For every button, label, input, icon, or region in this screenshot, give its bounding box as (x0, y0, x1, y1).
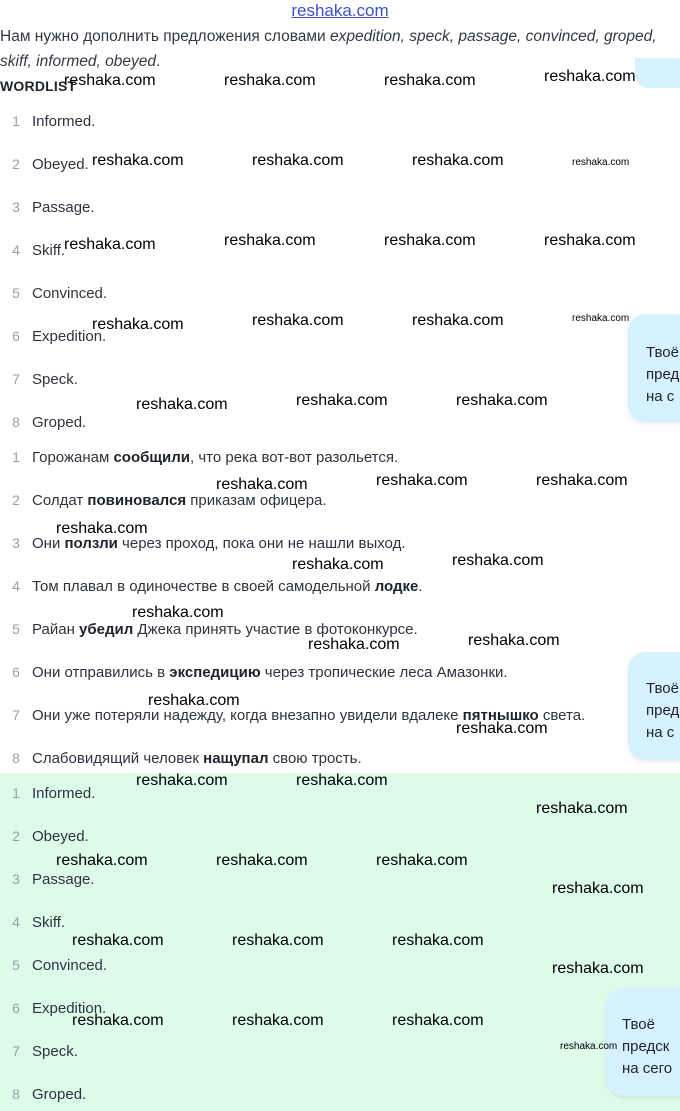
watermark: reshaka.com (392, 1012, 484, 1029)
watermark: reshaka.com (136, 396, 228, 413)
watermark: reshaka.com (296, 772, 388, 789)
item-number: 5 (12, 957, 20, 973)
item-text: Groped. (32, 414, 87, 431)
item-number: 3 (12, 871, 20, 887)
watermark: reshaka.com (252, 152, 344, 169)
item-number: 7 (12, 1043, 20, 1059)
sentence-part: . (418, 578, 423, 595)
sentence-text (32, 578, 423, 595)
popup-line: пред (646, 366, 680, 383)
item-number: 2 (12, 156, 20, 172)
intro-words: expedition, speck, passage, convinced, groped, skiff, informed, obeyed (0, 28, 657, 70)
sentence-part: свою трость. (268, 750, 362, 767)
item-text: Groped. (32, 1086, 87, 1103)
sentence-part: Они (32, 535, 65, 552)
promo-popup[interactable] (628, 314, 680, 422)
watermark: reshaka.com (376, 472, 468, 489)
watermark: reshaka.com (148, 692, 240, 709)
item-number: 4 (12, 578, 20, 594)
watermark: reshaka.com (552, 960, 644, 977)
watermark: reshaka.com (64, 72, 156, 89)
item-number: 1 (12, 113, 20, 129)
watermark: reshaka.com (252, 312, 344, 329)
watermark: reshaka.com (536, 800, 628, 817)
sentence-text (32, 492, 327, 509)
item-number: 7 (12, 371, 20, 387)
watermark: reshaka.com (392, 932, 484, 949)
item-number: 1 (12, 785, 20, 801)
watermark: reshaka.com (544, 232, 636, 249)
popup-line: предск (622, 1038, 670, 1055)
intro-end: . (155, 53, 161, 70)
watermark: reshaka.com (136, 772, 228, 789)
item-text: Expedition. (32, 328, 107, 345)
watermark: reshaka.com (56, 520, 148, 537)
sentence-keyword: повиновался (87, 492, 187, 509)
sentence-part: Джека принять участие в фотоконкурсе. (133, 621, 418, 638)
watermark: reshaka.com (72, 932, 164, 949)
watermark: reshaka.com (456, 392, 548, 409)
watermark: reshaka.com (224, 232, 316, 249)
item-text: Passage. (32, 871, 95, 888)
popup-edge (635, 58, 680, 88)
item-text: Informed. (32, 113, 96, 130)
watermark: reshaka.com (412, 312, 504, 329)
watermark: reshaka.com (232, 932, 324, 949)
popup-line: Твоё (646, 680, 679, 697)
watermark: reshaka.com (292, 556, 384, 573)
item-number: 8 (12, 750, 20, 766)
sentence-part: света. (538, 707, 586, 724)
item-number: 7 (12, 707, 20, 723)
watermark: reshaka.com (384, 72, 476, 89)
watermark: reshaka.com (72, 1012, 164, 1029)
watermark: reshaka.com (376, 852, 468, 869)
item-text: Speck. (32, 371, 78, 388)
sentence-keyword: экспедицию (169, 664, 261, 681)
watermark: reshaka.com (544, 68, 636, 85)
watermark: reshaka.com (560, 1041, 618, 1052)
sentence-part: приказам офицера. (186, 492, 327, 509)
sentence-part: Они уже потеряли надежду, когда внезапно увидели вдалеке (32, 707, 463, 724)
wordlist-heading: WORDLIST (0, 78, 77, 94)
sentence-part: Они отправились в (32, 664, 170, 681)
item-number: 5 (12, 621, 20, 637)
item-text: Speck. (32, 1043, 78, 1060)
item-text: Obeyed. (32, 156, 89, 173)
watermark: reshaka.com (296, 392, 388, 409)
item-number: 4 (12, 242, 20, 258)
item-number: 3 (12, 199, 20, 215)
sentence-part: Солдат (32, 492, 88, 509)
watermark: reshaka.com (232, 1012, 324, 1029)
popup-line: на с (646, 724, 675, 741)
popup-line: Твоё (622, 1016, 655, 1033)
item-number: 5 (12, 285, 20, 301)
sentence-part: Райан (32, 621, 80, 638)
watermark: reshaka.com (216, 852, 308, 869)
item-number: 1 (12, 449, 20, 465)
popup-line: Твоё (646, 344, 679, 361)
item-text: Expedition. (32, 1000, 107, 1017)
popup-line: на с (646, 388, 675, 405)
sentence-keyword: пятнышко (462, 707, 539, 724)
watermark: reshaka.com (412, 152, 504, 169)
sentence-keyword: ползли (64, 535, 118, 552)
item-number: 2 (12, 492, 20, 508)
sentence-part: Слабовидящий человек (32, 750, 204, 767)
watermark: reshaka.com (536, 472, 628, 489)
watermark: reshaka.com (452, 552, 544, 569)
watermark: reshaka.com (572, 313, 630, 324)
watermark: reshaka.com (552, 880, 644, 897)
item-number: 6 (12, 328, 20, 344)
item-text: Passage. (32, 199, 95, 216)
watermark: reshaka.com (64, 236, 156, 253)
watermark: reshaka.com (384, 232, 476, 249)
item-number: 2 (12, 828, 20, 844)
sentence-text (32, 449, 398, 466)
item-number: 8 (12, 1086, 20, 1102)
item-text: Convinced. (32, 957, 108, 974)
watermark: reshaka.com (224, 72, 316, 89)
intro-lead: Нам нужно дополнить предложения словами (0, 28, 330, 45)
item-text: Obeyed. (32, 828, 89, 845)
sentence-text (32, 664, 508, 681)
sentence-keyword: сообщили (113, 449, 191, 466)
site-link[interactable]: reshaka.com (291, 1, 389, 20)
sentence-keyword: нащупал (203, 750, 269, 767)
watermark: reshaka.com (456, 720, 548, 737)
sentence-part: Том плавал в одиночестве в своей самодельной (32, 578, 375, 595)
watermark: reshaka.com (308, 636, 400, 653)
watermark: reshaka.com (92, 152, 184, 169)
item-text: Convinced. (32, 285, 108, 302)
watermark: reshaka.com (468, 632, 560, 649)
promo-popup[interactable] (628, 652, 680, 760)
item-text: Skiff. (32, 242, 66, 259)
popup-line: на сего (622, 1060, 673, 1077)
item-text: Informed. (32, 785, 96, 802)
item-text: Skiff. (32, 914, 66, 931)
watermark: reshaka.com (56, 852, 148, 869)
item-number: 6 (12, 1000, 20, 1016)
watermark: reshaka.com (572, 157, 630, 168)
sentence-keyword: убедил (79, 621, 134, 638)
sentence-part: через тропические леса Амазонки. (260, 664, 508, 681)
item-number: 3 (12, 535, 20, 551)
task-intro (0, 24, 660, 74)
item-number: 8 (12, 414, 20, 430)
popup-line: пред (646, 702, 680, 719)
watermark: reshaka.com (132, 604, 224, 621)
item-number: 4 (12, 914, 20, 930)
sentence-part: через проход, пока они не нашли выход. (117, 535, 406, 552)
watermark: reshaka.com (216, 476, 308, 493)
sentence-keyword: лодке (374, 578, 419, 595)
watermark: reshaka.com (92, 316, 184, 333)
item-number: 6 (12, 664, 20, 680)
sentence-part: Горожанам (32, 449, 114, 466)
sentence-part: , что река вот-вот разольется. (190, 449, 399, 466)
sentence-text (32, 750, 362, 767)
